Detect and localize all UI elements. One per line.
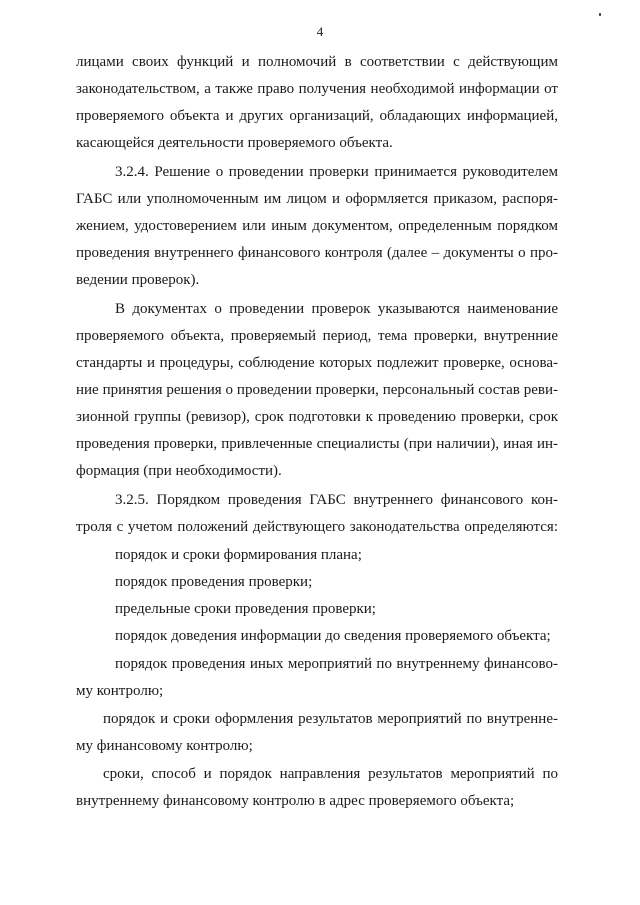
text-line: ГАБС или уполномоченным им лицом и оформляется приказом, распоря- bbox=[76, 191, 558, 207]
text-line: законодательством, а также право получения необходимой информации от bbox=[76, 81, 558, 97]
list-item: сроки, способ и порядок направления результатов мероприятий по bbox=[103, 766, 558, 782]
text-line: ведении проверок). bbox=[76, 272, 200, 288]
list-item: порядок и сроки оформления результатов мероприятий по внутренне- bbox=[103, 711, 558, 727]
text-line: 3.2.4. Решение о проведении проверки принимается руководителем bbox=[115, 164, 558, 180]
text-line: формация (при необходимости). bbox=[76, 463, 282, 479]
text-line: стандарты и процедуры, соблюдение которых подлежит проверке, основа- bbox=[76, 355, 558, 371]
list-item: порядок проведения иных мероприятий по внутреннему финансово- bbox=[115, 656, 558, 672]
list-item: предельные сроки проведения проверки; bbox=[115, 601, 376, 617]
text-line: проверяемого объекта, проверяемый период, тема проверки, внутренние bbox=[76, 328, 558, 344]
text-line: му контролю; bbox=[76, 683, 164, 699]
text-line: жением, удостоверением или иным документом, определенным порядком bbox=[76, 218, 558, 234]
text-line: внутреннему финансовому контролю в адрес проверяемого объекта; bbox=[76, 793, 515, 809]
list-item: порядок доведения информации до сведения проверяемого объекта; bbox=[115, 628, 551, 644]
text-line: зионной группы (ревизор), срок подготовки к проведению проверки, срок bbox=[76, 409, 558, 425]
text-line: касающейся деятельности проверяемого объекта. bbox=[76, 135, 393, 151]
text-line: В документах о проведении проверок указываются наименование bbox=[115, 301, 558, 317]
text-line: му финансовому контролю; bbox=[76, 738, 253, 754]
list-item: порядок проведения проверки; bbox=[115, 574, 313, 590]
text-line: проведения проверки, привлеченные специалисты (при наличии), иная ин- bbox=[76, 436, 558, 452]
text-line: троля с учетом положений действующего законодательства определяются: bbox=[76, 519, 558, 535]
text-line: 3.2.5. Порядком проведения ГАБС внутреннего финансового кон- bbox=[115, 492, 558, 508]
page-number: 4 bbox=[316, 24, 324, 39]
text-line: проведения внутреннего финансового контроля (далее – документы о про- bbox=[76, 245, 558, 261]
list-item: порядок и сроки формирования плана; bbox=[115, 547, 362, 563]
text-line: лицами своих функций и полномочий в соответствии с действующим bbox=[76, 54, 558, 70]
text-line: ние принятия решения о проведении проверки, персональный состав реви- bbox=[76, 382, 558, 398]
text-line: проверяемого объекта и других организаций, обладающих информацией, bbox=[76, 108, 558, 124]
scan-speck bbox=[599, 13, 601, 16]
